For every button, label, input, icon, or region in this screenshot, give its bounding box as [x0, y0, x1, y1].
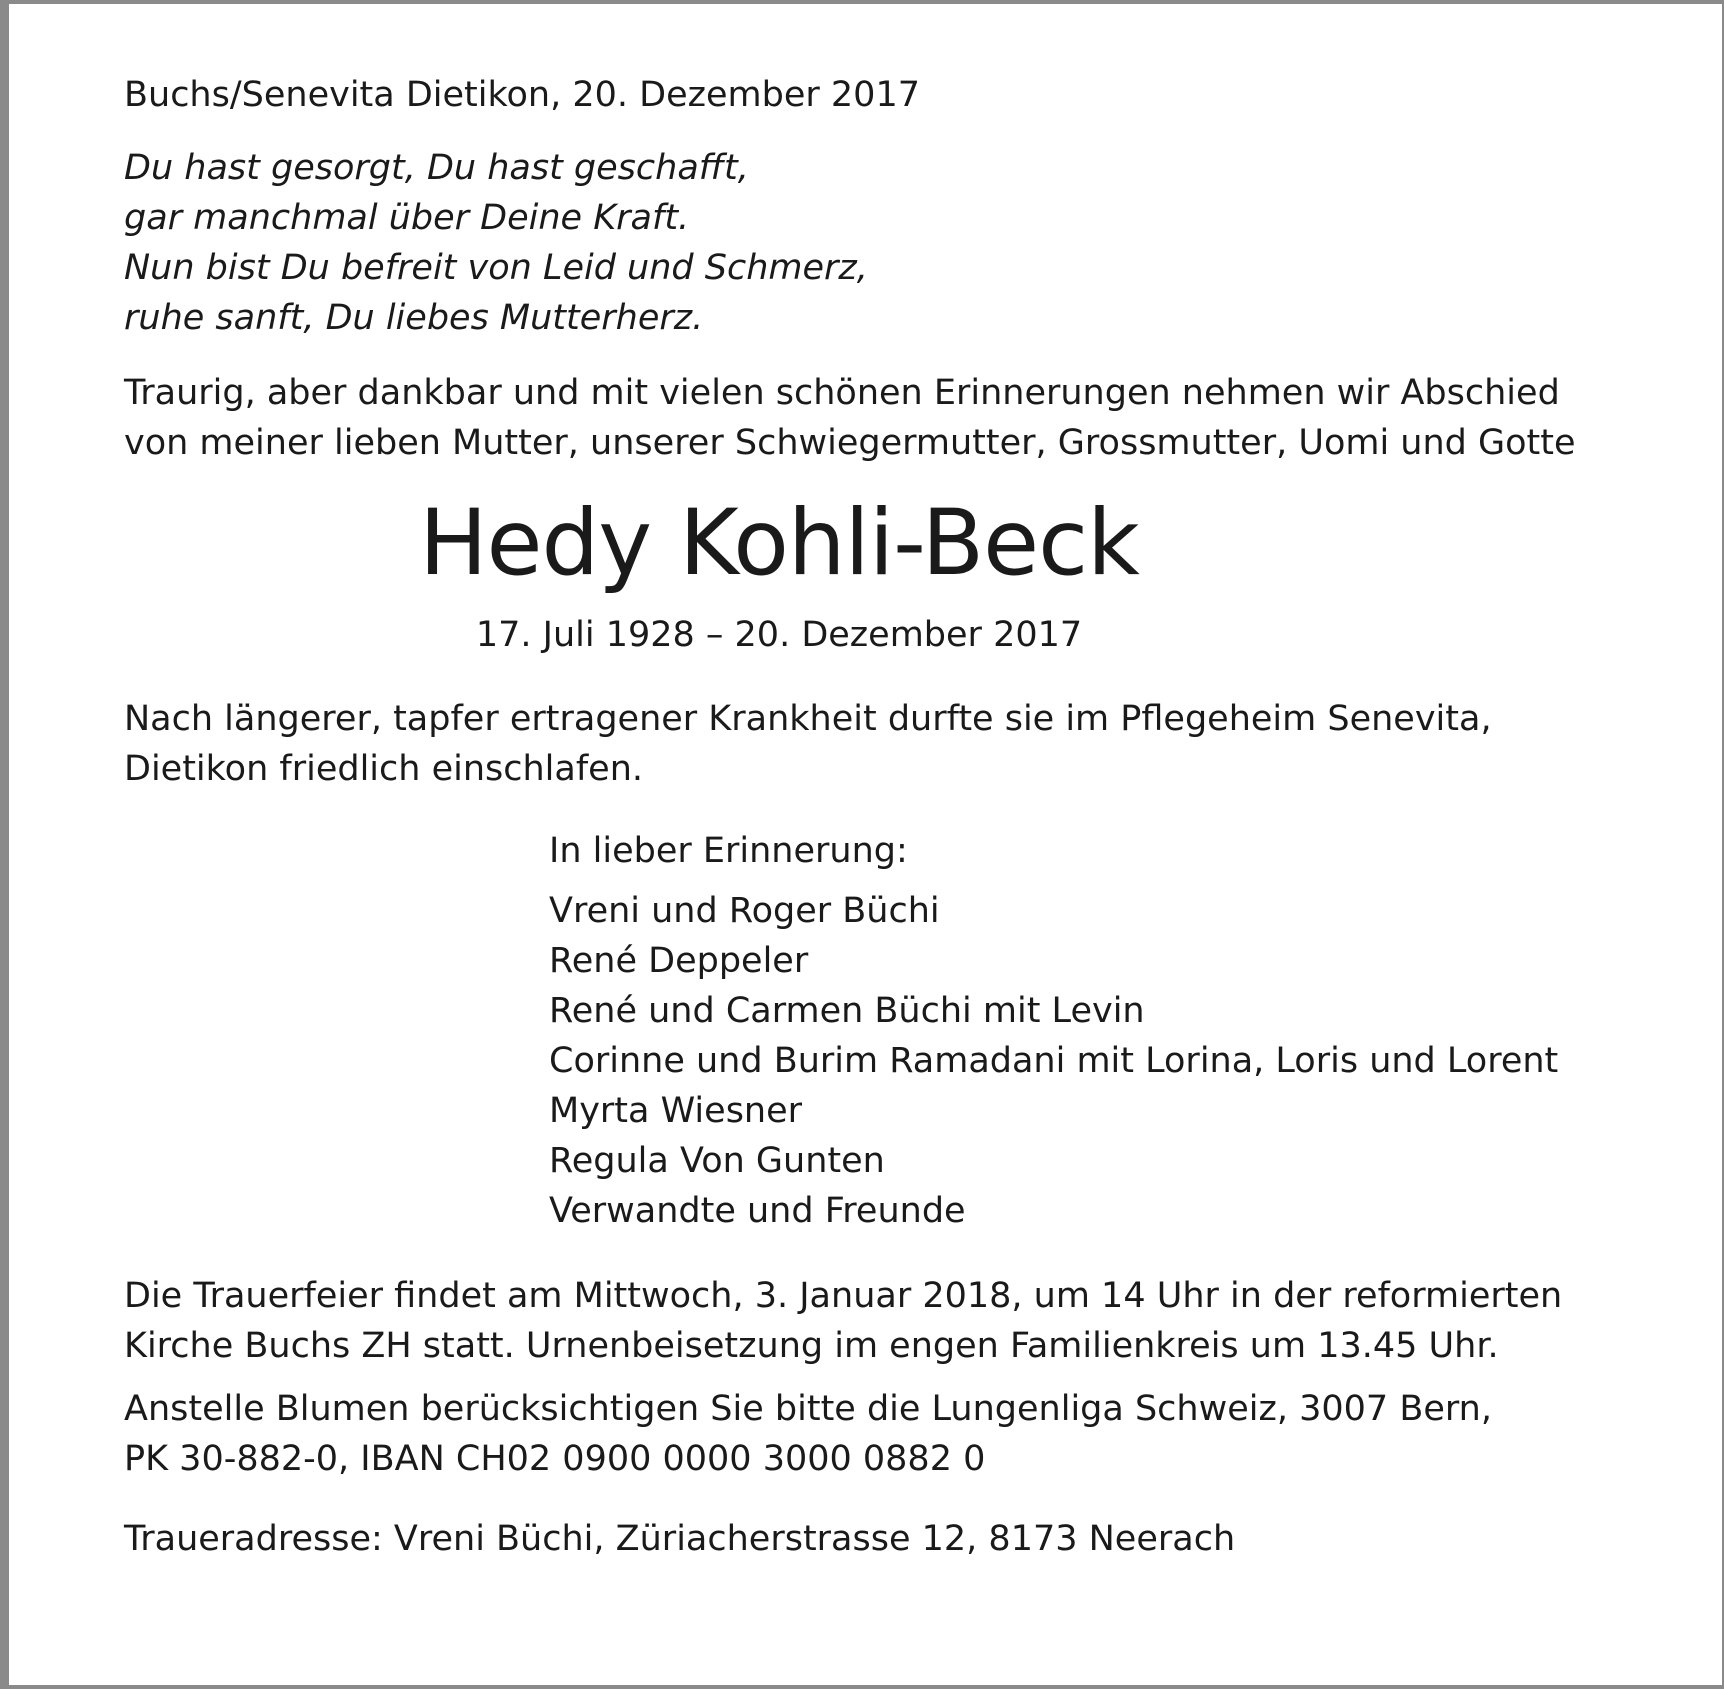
- intro-line: Traurig, aber dankbar und mit vielen schönen Erinnerungen nehmen wir Abschied: [124, 373, 1560, 413]
- mourner-entry: Myrta Wiesner: [549, 1091, 803, 1131]
- poem-line: ruhe sanft, Du liebes Mutterherz.: [124, 298, 704, 338]
- service-paragraph: [124, 1271, 1684, 1371]
- deceased-name: Hedy Kohli-Beck: [419, 491, 1139, 596]
- poem-line: Du hast gesorgt, Du hast geschafft,: [124, 148, 749, 188]
- mourners-list: [549, 826, 1684, 1236]
- intro-line: von meiner lieben Mutter, unserer Schwiegermutter, Grossmutter, Uomi und Gotte: [124, 423, 1576, 463]
- passing-line: Nach längerer, tapfer ertragener Krankheit durfte sie im Pflegeheim Senevita,: [124, 699, 1492, 739]
- mourner-entry: Corinne und Burim Ramadani mit Lorina, Loris und Lorent: [549, 1041, 1559, 1081]
- service-line: Die Trauerfeier findet am Mittwoch, 3. Januar 2018, um 14 Uhr in der reformierten: [124, 1276, 1563, 1316]
- mourner-entry: Vreni und Roger Büchi: [549, 891, 940, 931]
- intro-paragraph: [124, 368, 1684, 468]
- mourning-address: Traueradresse: Vreni Büchi, Züriacherstrasse 12, 8173 Neerach: [124, 1519, 1236, 1559]
- donation-line: Anstelle Blumen berücksichtigen Sie bitte die Lungenliga Schweiz, 3007 Bern,: [124, 1389, 1492, 1429]
- mourner-entry: Regula Von Gunten: [549, 1141, 885, 1181]
- passing-paragraph: [124, 694, 1684, 794]
- passing-line: Dietikon friedlich einschlafen.: [124, 749, 644, 789]
- mourner-entry: René und Carmen Büchi mit Levin: [549, 991, 1145, 1031]
- life-dates: 17. Juli 1928 – 20. Dezember 2017: [475, 615, 1083, 655]
- obituary-notice: [124, 70, 1684, 1564]
- dateline: Buchs/Senevita Dietikon, 20. Dezember 2017: [124, 75, 920, 115]
- mourners-heading: In lieber Erinnerung:: [549, 831, 908, 871]
- donation-line: PK 30-882-0, IBAN CH02 0900 0000 3000 0882 0: [124, 1439, 986, 1479]
- mourner-entry: Verwandte und Freunde: [549, 1191, 966, 1231]
- service-line: Kirche Buchs ZH statt. Urnenbeisetzung im engen Familienkreis um 13.45 Uhr.: [124, 1326, 1499, 1366]
- poem-line: Nun bist Du befreit von Leid und Schmerz,: [124, 248, 868, 288]
- mourner-entry: René Deppeler: [549, 941, 809, 981]
- donation-paragraph: [124, 1384, 1684, 1484]
- poem: [124, 143, 1684, 343]
- poem-line: gar manchmal über Deine Kraft.: [124, 198, 690, 238]
